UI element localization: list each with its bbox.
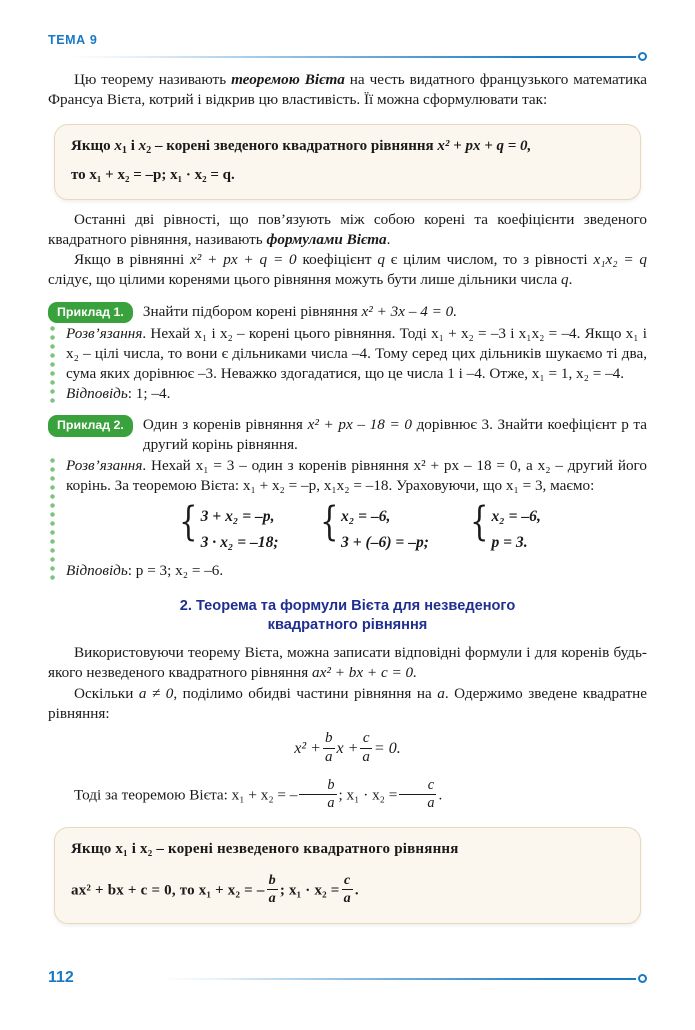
fraction-denominator: a [324, 749, 333, 766]
theorem-2-text-a: ax² + bx + c = 0, то x₁ + x₂ = – [71, 882, 265, 899]
vieta-line-text-b: ; x₁ · x₂ = [338, 786, 398, 804]
vieta-line-text-c: . [438, 786, 443, 804]
vieta-line-text-a: Тоді за теоремою Вієта: x₁ + x₂ = – [74, 786, 298, 804]
body-p2-b: . [386, 230, 391, 248]
fraction-numerator: c [343, 871, 351, 888]
theorem-mid: і [126, 137, 139, 154]
fraction-denominator: a [343, 889, 351, 906]
solution-dot-marker-icon [50, 326, 55, 403]
equation-system-rows [487, 504, 540, 555]
page-number: 112 [48, 969, 74, 986]
section-2-p1-equation: ax² + bx + c = 0. [312, 664, 417, 682]
equation-system-rows [337, 504, 429, 555]
example-2-solution [48, 456, 647, 581]
example-2-header [48, 415, 647, 455]
body-p3-eq1: x² + px + q = 0 [190, 251, 297, 269]
body-p2-emphasis: формулами Вієта [266, 230, 387, 248]
intro-paragraph [48, 70, 647, 110]
example-1-task-equation: x² + 3x – 4 = 0. [361, 302, 458, 320]
section-2-p2-b: , поділимо обидві частини рівняння на [173, 684, 438, 702]
intro-text-a: Цю теорему називають [74, 71, 232, 88]
example-2-task-text-b: дорівнює 3. Знайти коефіцієнт p та другий корінь рівняння. [142, 416, 647, 454]
fraction-c-over-a [360, 731, 372, 766]
theorem-box-2-line-2 [71, 873, 624, 906]
body-paragraph-1 [48, 210, 647, 250]
example-1-solution-text [66, 324, 647, 383]
example-2-solution-label: Розв’язання [66, 456, 143, 474]
theorem-2-text-b: ; x₁ · x₂ = [279, 882, 340, 899]
example-2-answer-value: : p = 3; x₂ = –6. [127, 561, 224, 579]
equation-row: 3 · x₂ = –18; [200, 533, 279, 551]
formula-lead: x² + [294, 740, 321, 758]
section-2-p2-variable: a [437, 684, 445, 702]
fraction-denominator: a [299, 794, 336, 811]
body-p3-c: є цілим числом, то з рівності [384, 251, 594, 269]
footer-rule-line [160, 978, 636, 980]
section-2-title-line-1: 2. Теорема та формули Вієта для незведеного [179, 597, 516, 614]
intro-text-b: на честь видатного французького математика Франсуа Вієта, котрий і відкрив цю властивість. Її можна сформулювати так: [48, 71, 647, 108]
fraction-b-over-a [299, 778, 336, 811]
spacer [48, 200, 647, 210]
header-rule-line [66, 56, 636, 58]
body-paragraph-2 [48, 250, 647, 290]
body-p3-b: коефіцієнт [296, 251, 378, 269]
intro-emphasis: теоремою Вієта [231, 71, 345, 88]
equation-system-rows [197, 504, 279, 555]
body-p3-d: слідує, що цілими коренями цього рівняння можуть бути лише дільники числа [48, 271, 562, 289]
body-p3-e: . [568, 271, 573, 289]
reduced-equation-formula [48, 731, 647, 766]
example-2-task [143, 415, 647, 455]
theorem-box-2-line-1: Якщо x₁ і x₂ – корені незведеного квадратного рівняння [71, 841, 459, 858]
fraction-numerator: c [427, 777, 435, 794]
curly-brace-icon: { [470, 499, 489, 546]
theorem-2-text-c: . [354, 882, 359, 899]
example-2-task-text-a: Один з коренів рівняння [142, 416, 308, 434]
page-header [48, 0, 647, 70]
curly-brace-icon: { [179, 499, 198, 546]
fraction-numerator: b [324, 730, 333, 747]
example-1-badge: Приклад 1. [48, 302, 133, 323]
theorem-box-general [54, 827, 641, 924]
section-2-paragraph-1 [48, 643, 647, 683]
fraction-numerator: c [362, 730, 370, 747]
equation-system [313, 499, 429, 555]
example-2-answer-label: Відповідь [66, 561, 128, 579]
body-p2-a: Останні дві рівності, що пов’язують між собою корені та коефіцієнти зведеного квадратного рівняння, називають [48, 210, 647, 248]
example-1-header [48, 302, 647, 323]
equation-row: 3 + x₂ = –p, [200, 508, 275, 526]
fraction-denominator: a [362, 749, 370, 766]
equation-row: 3 + (–6) = –p; [341, 533, 429, 551]
body-p3-q: q [377, 251, 385, 269]
section-2-p2-c: . Одержимо зведене квадратне рівняння: [48, 684, 647, 722]
theorem-var-x1: $x_1$ [114, 137, 127, 156]
theorem-x1-sub: 1 [121, 144, 127, 156]
section-2-p2-condition: a ≠ 0 [138, 684, 174, 702]
theorem-equation: x² + px + q = 0, [437, 137, 532, 154]
example-1-answer-value: : 1; –4. [127, 384, 171, 402]
body-p3-eq2: x₁x₂ = q [593, 251, 648, 269]
section-2-p2-a: Оскільки [74, 684, 139, 702]
example-1-answer [66, 384, 647, 404]
equation-systems [66, 499, 647, 555]
equation-row: x₂ = –6, [341, 508, 391, 526]
example-2-answer [66, 561, 647, 581]
example-2-task-equation: x² + px – 18 = 0 [307, 416, 412, 434]
example-1-task-text: Знайти підбором корені рівняння [142, 302, 362, 320]
example-1-solution-body: . Нехай x₁ і x₂ – корені цього рівняння. Тоді x₁ + x₂ = –3 і x₁x₂ = –4. Якщо x₁ і x₂ – цілі числа, то вони є дільниками числа –4. Тому серед цих дільників шукаємо ті два, сума яких дорівнює –3. Неважко здогадатися, що це числа 1 і –4. Отже, x₁ = 1, x₂ = –4. [66, 325, 647, 382]
example-1-solution [48, 324, 647, 403]
example-1-solution-label: Розв’язання [66, 325, 143, 343]
body-p3-a: Якщо в рівнянні [74, 251, 191, 269]
theorem-box-line-2: то x₁ + x₂ = –p; x₁ · x₂ = q. [71, 167, 235, 184]
fraction-c-over-a [399, 778, 436, 811]
fraction-numerator: b [268, 871, 276, 888]
theorem-var-x2: $x_2$ [138, 137, 152, 156]
equation-system [172, 499, 279, 555]
header-rule [66, 52, 647, 62]
example-1-answer-label: Відповідь [66, 384, 128, 402]
fraction-denominator: a [399, 794, 436, 811]
header-rule-dot-icon [638, 52, 647, 61]
equation-row: p = 3. [491, 533, 528, 551]
page-footer [48, 970, 647, 992]
theorem-pre: Якщо [71, 137, 115, 154]
vieta-general-line [48, 778, 647, 811]
equation-row: x₂ = –6, [491, 508, 541, 526]
example-1-task [143, 302, 647, 322]
body-p3-q2: q [561, 271, 569, 289]
section-2-title-line-2: квадратного рівняння [267, 616, 428, 633]
theorem-x2-sub: 2 [146, 144, 152, 156]
theorem-box-reduced [54, 124, 641, 200]
theorem-post: – корені зведеного квадратного рівняння [151, 137, 438, 154]
fraction-b-over-a [267, 873, 278, 906]
formula-tail: = 0. [373, 740, 401, 758]
example-2-solution-text [66, 456, 647, 496]
topic-label: ТЕМА 9 [48, 33, 98, 47]
formula-middle: x + [336, 740, 359, 758]
equation-system [463, 499, 541, 555]
example-2-badge: Приклад 2. [48, 415, 133, 436]
footer-rule-dot-icon [638, 974, 647, 983]
example-2-solution-body: . Нехай x₁ = 3 – один з коренів рівняння x² + px – 18 = 0, а x₂ – другий його корінь. За теоремою Вієта: x₁ + x₂ = –p, x₁x₂ = –18. Ураховуючи, що x₁ = 3, маємо: [66, 456, 647, 494]
fraction-c-over-a [342, 873, 353, 906]
curly-brace-icon: { [319, 499, 339, 546]
footer-rule [160, 974, 647, 984]
theorem-box-line-1 [71, 136, 624, 159]
fraction-denominator: a [268, 889, 276, 906]
section-2-p1-text: Використовуючи теорему Вієта, можна записати відповідні формули і для коренів будь-якого незведеного квадратного рівняння [48, 644, 647, 682]
fraction-numerator: b [327, 777, 335, 794]
solution-dot-marker-icon [50, 458, 55, 581]
section-2-paragraph-2 [48, 684, 647, 724]
fraction-b-over-a [323, 731, 335, 766]
section-2-title [48, 597, 647, 635]
